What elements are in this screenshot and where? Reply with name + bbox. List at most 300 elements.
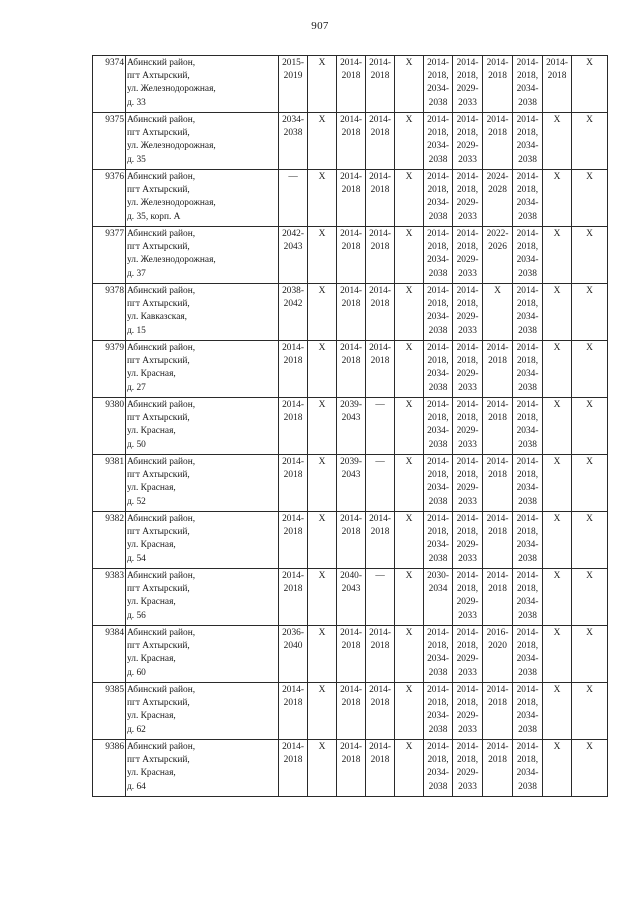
period-line: 2038 bbox=[428, 667, 448, 678]
period-line: Х bbox=[553, 400, 561, 410]
period-line: Х bbox=[405, 685, 413, 695]
period-line: 2042- bbox=[282, 229, 304, 239]
period-line: 2034- bbox=[282, 115, 304, 125]
address-line: пгт Ахтырский, bbox=[127, 128, 190, 139]
period-line: 2014- bbox=[427, 286, 449, 296]
period-line: 2018, bbox=[516, 185, 539, 196]
period-line: 2022- bbox=[486, 229, 509, 239]
period-line: 2018, bbox=[516, 71, 539, 82]
period-cell bbox=[308, 170, 337, 227]
period-cell bbox=[572, 626, 608, 683]
period-line: 2038 bbox=[428, 325, 448, 336]
address-line: Абинский район, bbox=[127, 742, 196, 752]
address-cell bbox=[126, 113, 279, 170]
table-row bbox=[93, 740, 608, 797]
period-line: 2014- bbox=[369, 685, 391, 695]
period-line: 2029- bbox=[456, 198, 479, 209]
period-line: 2014- bbox=[456, 685, 479, 695]
period-line: Х bbox=[318, 685, 326, 695]
period-cell bbox=[483, 683, 513, 740]
record-number-cell: 9383 bbox=[93, 569, 126, 626]
period-line: 2034- bbox=[427, 483, 449, 494]
period-cell bbox=[366, 56, 395, 113]
period-cell bbox=[453, 455, 483, 512]
period-line: 2038 bbox=[518, 325, 537, 336]
period-line: 2034- bbox=[516, 255, 539, 266]
period-line: 2014- bbox=[456, 457, 479, 467]
period-line: 2018 bbox=[370, 755, 390, 766]
period-cell bbox=[308, 398, 337, 455]
period-cell bbox=[513, 626, 543, 683]
period-line: 2018, bbox=[456, 356, 479, 367]
address-line: пгт Ахтырский, bbox=[127, 755, 190, 766]
period-line: Х bbox=[586, 514, 593, 524]
period-cell bbox=[513, 227, 543, 284]
period-line: 2018, bbox=[516, 470, 539, 481]
period-cell bbox=[337, 683, 366, 740]
period-cell bbox=[279, 284, 308, 341]
period-line: 2038 bbox=[518, 439, 537, 450]
period-cell bbox=[308, 227, 337, 284]
period-cell bbox=[366, 284, 395, 341]
period-cell bbox=[572, 56, 608, 113]
period-line: 2040 bbox=[283, 641, 303, 652]
address-line: ул. Красная, bbox=[127, 768, 176, 779]
period-line: 2014- bbox=[369, 58, 391, 68]
period-line: 2016- bbox=[486, 628, 509, 638]
period-line: 2014- bbox=[516, 286, 539, 296]
period-cell bbox=[279, 512, 308, 569]
period-line: 2014- bbox=[369, 742, 391, 752]
period-cell bbox=[279, 626, 308, 683]
period-line: 2018 bbox=[341, 641, 361, 652]
period-line: 2014- bbox=[369, 628, 391, 638]
record-number-cell: 9381 bbox=[93, 455, 126, 512]
period-line: 2034- bbox=[427, 654, 449, 665]
period-cell bbox=[543, 113, 572, 170]
period-line: 2018, bbox=[516, 641, 539, 652]
period-cell bbox=[366, 512, 395, 569]
period-line: Х bbox=[318, 115, 326, 125]
page-number: 907 bbox=[311, 20, 329, 32]
period-line: 2014- bbox=[516, 742, 539, 752]
period-line: Х bbox=[553, 172, 561, 182]
period-line: 2029- bbox=[456, 426, 479, 437]
period-cell bbox=[337, 569, 366, 626]
period-cell bbox=[483, 113, 513, 170]
period-line: 2014- bbox=[456, 286, 479, 296]
period-line: 2018 bbox=[370, 356, 390, 367]
period-line: 2018 bbox=[341, 185, 361, 196]
period-cell bbox=[337, 740, 366, 797]
period-line: 2014- bbox=[427, 742, 449, 752]
period-line: 2040- bbox=[340, 571, 362, 581]
period-cell bbox=[572, 170, 608, 227]
address-cell bbox=[126, 626, 279, 683]
period-line: 2038 bbox=[518, 268, 537, 279]
period-cell bbox=[424, 740, 453, 797]
period-line: Х bbox=[318, 457, 326, 467]
period-line: 2014- bbox=[516, 628, 539, 638]
period-cell bbox=[483, 512, 513, 569]
period-cell bbox=[483, 284, 513, 341]
period-cell bbox=[572, 227, 608, 284]
period-cell bbox=[366, 398, 395, 455]
period-line: Х bbox=[586, 229, 593, 239]
period-cell bbox=[279, 683, 308, 740]
period-line: 2018, bbox=[516, 527, 539, 538]
period-line: 2014- bbox=[516, 400, 539, 410]
period-line: Х bbox=[586, 343, 593, 353]
period-line: Х bbox=[553, 628, 561, 638]
period-line: 2018 bbox=[283, 527, 303, 538]
period-line: Х bbox=[586, 628, 593, 638]
period-line: 2018 bbox=[488, 755, 507, 766]
table-row bbox=[93, 227, 608, 284]
period-line: 2028 bbox=[488, 185, 507, 196]
period-line: Х bbox=[405, 229, 413, 239]
period-line: 2018, bbox=[456, 71, 479, 82]
period-line: 2014- bbox=[427, 172, 449, 182]
address-line: ул. Железнодорожная, bbox=[127, 141, 216, 152]
period-line: Х bbox=[318, 628, 326, 638]
period-line: Х bbox=[318, 172, 326, 182]
period-line: 2018 bbox=[370, 641, 390, 652]
period-line: 2014- bbox=[516, 172, 539, 182]
period-cell bbox=[308, 512, 337, 569]
period-cell bbox=[453, 227, 483, 284]
period-line: Х bbox=[318, 400, 326, 410]
period-line: 2018, bbox=[427, 242, 449, 253]
period-line: 2018 bbox=[488, 356, 507, 367]
period-line: 2018, bbox=[516, 356, 539, 367]
period-line: 2018, bbox=[456, 242, 479, 253]
period-cell bbox=[279, 341, 308, 398]
period-cell bbox=[543, 227, 572, 284]
period-line: 2018, bbox=[456, 185, 479, 196]
period-line: 2014- bbox=[282, 343, 304, 353]
address-line: ул. Красная, bbox=[127, 540, 176, 551]
period-line: 2014- bbox=[340, 628, 362, 638]
record-number-cell: 9374 bbox=[93, 56, 126, 113]
record-number-cell: 9386 bbox=[93, 740, 126, 797]
period-line: 2018, bbox=[427, 71, 449, 82]
period-line: 2014- bbox=[456, 343, 479, 353]
address-cell bbox=[126, 455, 279, 512]
period-cell bbox=[395, 341, 424, 398]
table-row bbox=[93, 626, 608, 683]
period-line: 2018, bbox=[516, 242, 539, 253]
period-line: 2014- bbox=[282, 742, 304, 752]
period-line: 2018, bbox=[456, 584, 479, 595]
address-cell bbox=[126, 683, 279, 740]
period-cell bbox=[395, 626, 424, 683]
period-line: 2033 bbox=[458, 496, 477, 507]
period-line: 2018 bbox=[341, 698, 361, 709]
period-line: 2014- bbox=[427, 115, 449, 125]
period-line: 2038 bbox=[428, 496, 448, 507]
period-line: Х bbox=[586, 58, 593, 68]
period-line: 2029- bbox=[456, 255, 479, 266]
period-cell bbox=[483, 227, 513, 284]
period-line: 2018 bbox=[370, 128, 390, 139]
address-line: Абинский район, bbox=[127, 685, 196, 695]
period-cell bbox=[395, 398, 424, 455]
period-line: Х bbox=[494, 286, 501, 296]
period-line: Х bbox=[553, 742, 561, 752]
period-line: 2018, bbox=[427, 128, 449, 139]
period-cell bbox=[424, 569, 453, 626]
period-line: 2018, bbox=[427, 527, 449, 538]
period-line: Х bbox=[586, 571, 593, 581]
period-line: Х bbox=[318, 286, 326, 296]
period-line: Х bbox=[553, 514, 561, 524]
address-line: Абинский район, bbox=[127, 115, 196, 125]
period-cell bbox=[453, 398, 483, 455]
address-line: д. 35 bbox=[127, 154, 146, 165]
address-line: ул. Красная, bbox=[127, 654, 176, 665]
period-line: 2034- bbox=[516, 768, 539, 779]
address-line: Абинский район, bbox=[127, 628, 196, 638]
period-line: 2018, bbox=[456, 470, 479, 481]
period-line: 2018, bbox=[427, 185, 449, 196]
period-cell bbox=[366, 227, 395, 284]
period-line: 2034- bbox=[427, 84, 449, 95]
period-line: 2033 bbox=[458, 781, 477, 792]
period-line: Х bbox=[405, 514, 413, 524]
period-line: 2018 bbox=[283, 413, 303, 424]
period-cell bbox=[513, 569, 543, 626]
period-line: Х bbox=[553, 115, 561, 125]
period-cell bbox=[279, 455, 308, 512]
period-line: 2018, bbox=[516, 584, 539, 595]
period-line: 2018, bbox=[456, 128, 479, 139]
period-line: 2030- bbox=[427, 571, 449, 581]
period-cell bbox=[395, 512, 424, 569]
address-line: пгт Ахтырский, bbox=[127, 641, 190, 652]
period-line: 2014- bbox=[340, 685, 362, 695]
period-line: 2014- bbox=[427, 58, 449, 68]
address-line: пгт Ахтырский, bbox=[127, 584, 190, 595]
period-cell bbox=[279, 56, 308, 113]
period-line: 2034- bbox=[516, 198, 539, 209]
period-line: 2038 bbox=[518, 211, 537, 222]
period-cell bbox=[366, 341, 395, 398]
period-line: 2034- bbox=[427, 255, 449, 266]
period-line: 2018 bbox=[370, 527, 390, 538]
period-cell bbox=[543, 569, 572, 626]
address-line: д. 52 bbox=[127, 496, 146, 507]
period-line: Х bbox=[586, 400, 593, 410]
period-line: — bbox=[288, 172, 298, 182]
period-cell bbox=[395, 284, 424, 341]
period-line: Х bbox=[586, 286, 593, 296]
address-line: пгт Ахтырский, bbox=[127, 356, 190, 367]
address-cell bbox=[126, 56, 279, 113]
period-line: Х bbox=[405, 400, 413, 410]
period-cell bbox=[572, 512, 608, 569]
period-line: Х bbox=[553, 457, 561, 467]
record-number-cell: 9380 bbox=[93, 398, 126, 455]
period-line: Х bbox=[405, 286, 413, 296]
period-line: 2014- bbox=[516, 571, 539, 581]
registry-table bbox=[92, 55, 608, 797]
period-line: 2014- bbox=[340, 343, 362, 353]
period-cell bbox=[424, 398, 453, 455]
period-line: 2018, bbox=[516, 128, 539, 139]
period-cell bbox=[543, 740, 572, 797]
period-line: 2033 bbox=[458, 268, 477, 279]
period-line: 2033 bbox=[458, 553, 477, 564]
period-line: 2029- bbox=[456, 483, 479, 494]
address-cell bbox=[126, 569, 279, 626]
period-line: 2018 bbox=[341, 299, 361, 310]
period-line: 2018 bbox=[488, 71, 507, 82]
period-line: 2043 bbox=[283, 242, 303, 253]
period-line: 2014- bbox=[456, 514, 479, 524]
period-cell bbox=[543, 455, 572, 512]
period-line: 2038 bbox=[518, 667, 537, 678]
period-cell bbox=[453, 512, 483, 569]
period-cell bbox=[453, 683, 483, 740]
address-line: д. 15 bbox=[127, 325, 146, 336]
address-line: пгт Ахтырский, bbox=[127, 698, 190, 709]
period-line: 2018, bbox=[516, 299, 539, 310]
period-line: 2018 bbox=[283, 698, 303, 709]
period-line: 2034- bbox=[427, 540, 449, 551]
period-cell bbox=[337, 341, 366, 398]
period-cell bbox=[366, 170, 395, 227]
period-line: 2036- bbox=[282, 628, 304, 638]
record-number-cell: 9382 bbox=[93, 512, 126, 569]
period-line: — bbox=[375, 400, 385, 410]
period-line: 2014- bbox=[486, 685, 509, 695]
period-line: 2015- bbox=[282, 58, 304, 68]
period-cell bbox=[513, 455, 543, 512]
period-line: Х bbox=[553, 286, 561, 296]
period-cell bbox=[308, 740, 337, 797]
period-line: 2029- bbox=[456, 540, 479, 551]
period-line: 2018 bbox=[370, 71, 390, 82]
address-cell bbox=[126, 398, 279, 455]
period-line: 2034- bbox=[427, 426, 449, 437]
period-line: Х bbox=[405, 742, 413, 752]
address-cell bbox=[126, 227, 279, 284]
period-line: 2039- bbox=[340, 400, 362, 410]
address-line: ул. Красная, bbox=[127, 426, 176, 437]
period-line: 2018 bbox=[488, 413, 507, 424]
period-line: 2033 bbox=[458, 667, 477, 678]
period-cell bbox=[337, 170, 366, 227]
table-row bbox=[93, 341, 608, 398]
period-line: 2014- bbox=[340, 115, 362, 125]
period-cell bbox=[395, 683, 424, 740]
period-cell bbox=[424, 56, 453, 113]
period-cell bbox=[543, 626, 572, 683]
period-cell bbox=[279, 113, 308, 170]
address-line: ул. Красная, bbox=[127, 711, 176, 722]
period-line: Х bbox=[405, 172, 413, 182]
period-line: 2038 bbox=[518, 781, 537, 792]
period-line: 2034 bbox=[428, 584, 448, 595]
period-line: 2034- bbox=[516, 597, 539, 608]
period-line: 2014- bbox=[427, 229, 449, 239]
period-line: 2018, bbox=[516, 413, 539, 424]
address-line: Абинский район, bbox=[127, 229, 196, 239]
period-line: 2018, bbox=[456, 299, 479, 310]
period-line: 2018 bbox=[283, 470, 303, 481]
period-cell bbox=[453, 626, 483, 683]
address-line: ул. Красная, bbox=[127, 597, 176, 608]
period-cell bbox=[513, 683, 543, 740]
period-cell bbox=[453, 56, 483, 113]
period-line: 2014- bbox=[369, 343, 391, 353]
period-cell bbox=[308, 341, 337, 398]
record-number-cell: 9385 bbox=[93, 683, 126, 740]
period-line: 2038 bbox=[428, 268, 448, 279]
address-cell bbox=[126, 170, 279, 227]
period-cell bbox=[513, 170, 543, 227]
period-line: 2018, bbox=[427, 698, 449, 709]
period-line: 2014- bbox=[369, 286, 391, 296]
period-line: 2014- bbox=[516, 229, 539, 239]
period-line: 2014- bbox=[456, 229, 479, 239]
period-line: 2014- bbox=[427, 685, 449, 695]
period-line: 2038 bbox=[518, 382, 537, 393]
period-cell bbox=[395, 227, 424, 284]
period-line: 2019 bbox=[283, 71, 303, 82]
period-line: 2034- bbox=[516, 84, 539, 95]
period-line: 2018, bbox=[427, 356, 449, 367]
period-cell bbox=[337, 284, 366, 341]
period-line: 2038 bbox=[518, 724, 537, 735]
period-line: 2018 bbox=[341, 128, 361, 139]
period-line: 2014- bbox=[282, 400, 304, 410]
address-line: ул. Железнодорожная, bbox=[127, 198, 216, 209]
period-cell bbox=[483, 398, 513, 455]
period-line: 2034- bbox=[516, 369, 539, 380]
period-cell bbox=[572, 113, 608, 170]
period-cell bbox=[395, 170, 424, 227]
period-line: 2018 bbox=[283, 755, 303, 766]
period-line: 2038 bbox=[428, 553, 448, 564]
period-line: Х bbox=[405, 628, 413, 638]
period-line: 2038 bbox=[428, 781, 448, 792]
period-line: 2038 bbox=[428, 97, 448, 108]
address-line: Абинский район, bbox=[127, 514, 196, 524]
address-line: Абинский район, bbox=[127, 457, 196, 467]
period-line: 2034- bbox=[516, 426, 539, 437]
period-line: 2014- bbox=[486, 571, 509, 581]
period-line: 2018, bbox=[516, 698, 539, 709]
address-line: Абинский район, bbox=[127, 571, 196, 581]
address-line: пгт Ахтырский, bbox=[127, 71, 190, 82]
period-cell bbox=[483, 455, 513, 512]
table-row bbox=[93, 683, 608, 740]
period-line: 2038 bbox=[283, 128, 303, 139]
period-line: 2018 bbox=[341, 242, 361, 253]
period-line: Х bbox=[553, 229, 561, 239]
period-cell bbox=[424, 512, 453, 569]
period-line: 2014- bbox=[456, 172, 479, 182]
period-line: 2018, bbox=[456, 641, 479, 652]
period-line: 2014- bbox=[456, 742, 479, 752]
period-cell bbox=[424, 170, 453, 227]
period-cell bbox=[483, 569, 513, 626]
period-line: 2014- bbox=[546, 58, 568, 68]
period-line: 2014- bbox=[456, 58, 479, 68]
period-line: Х bbox=[405, 115, 413, 125]
